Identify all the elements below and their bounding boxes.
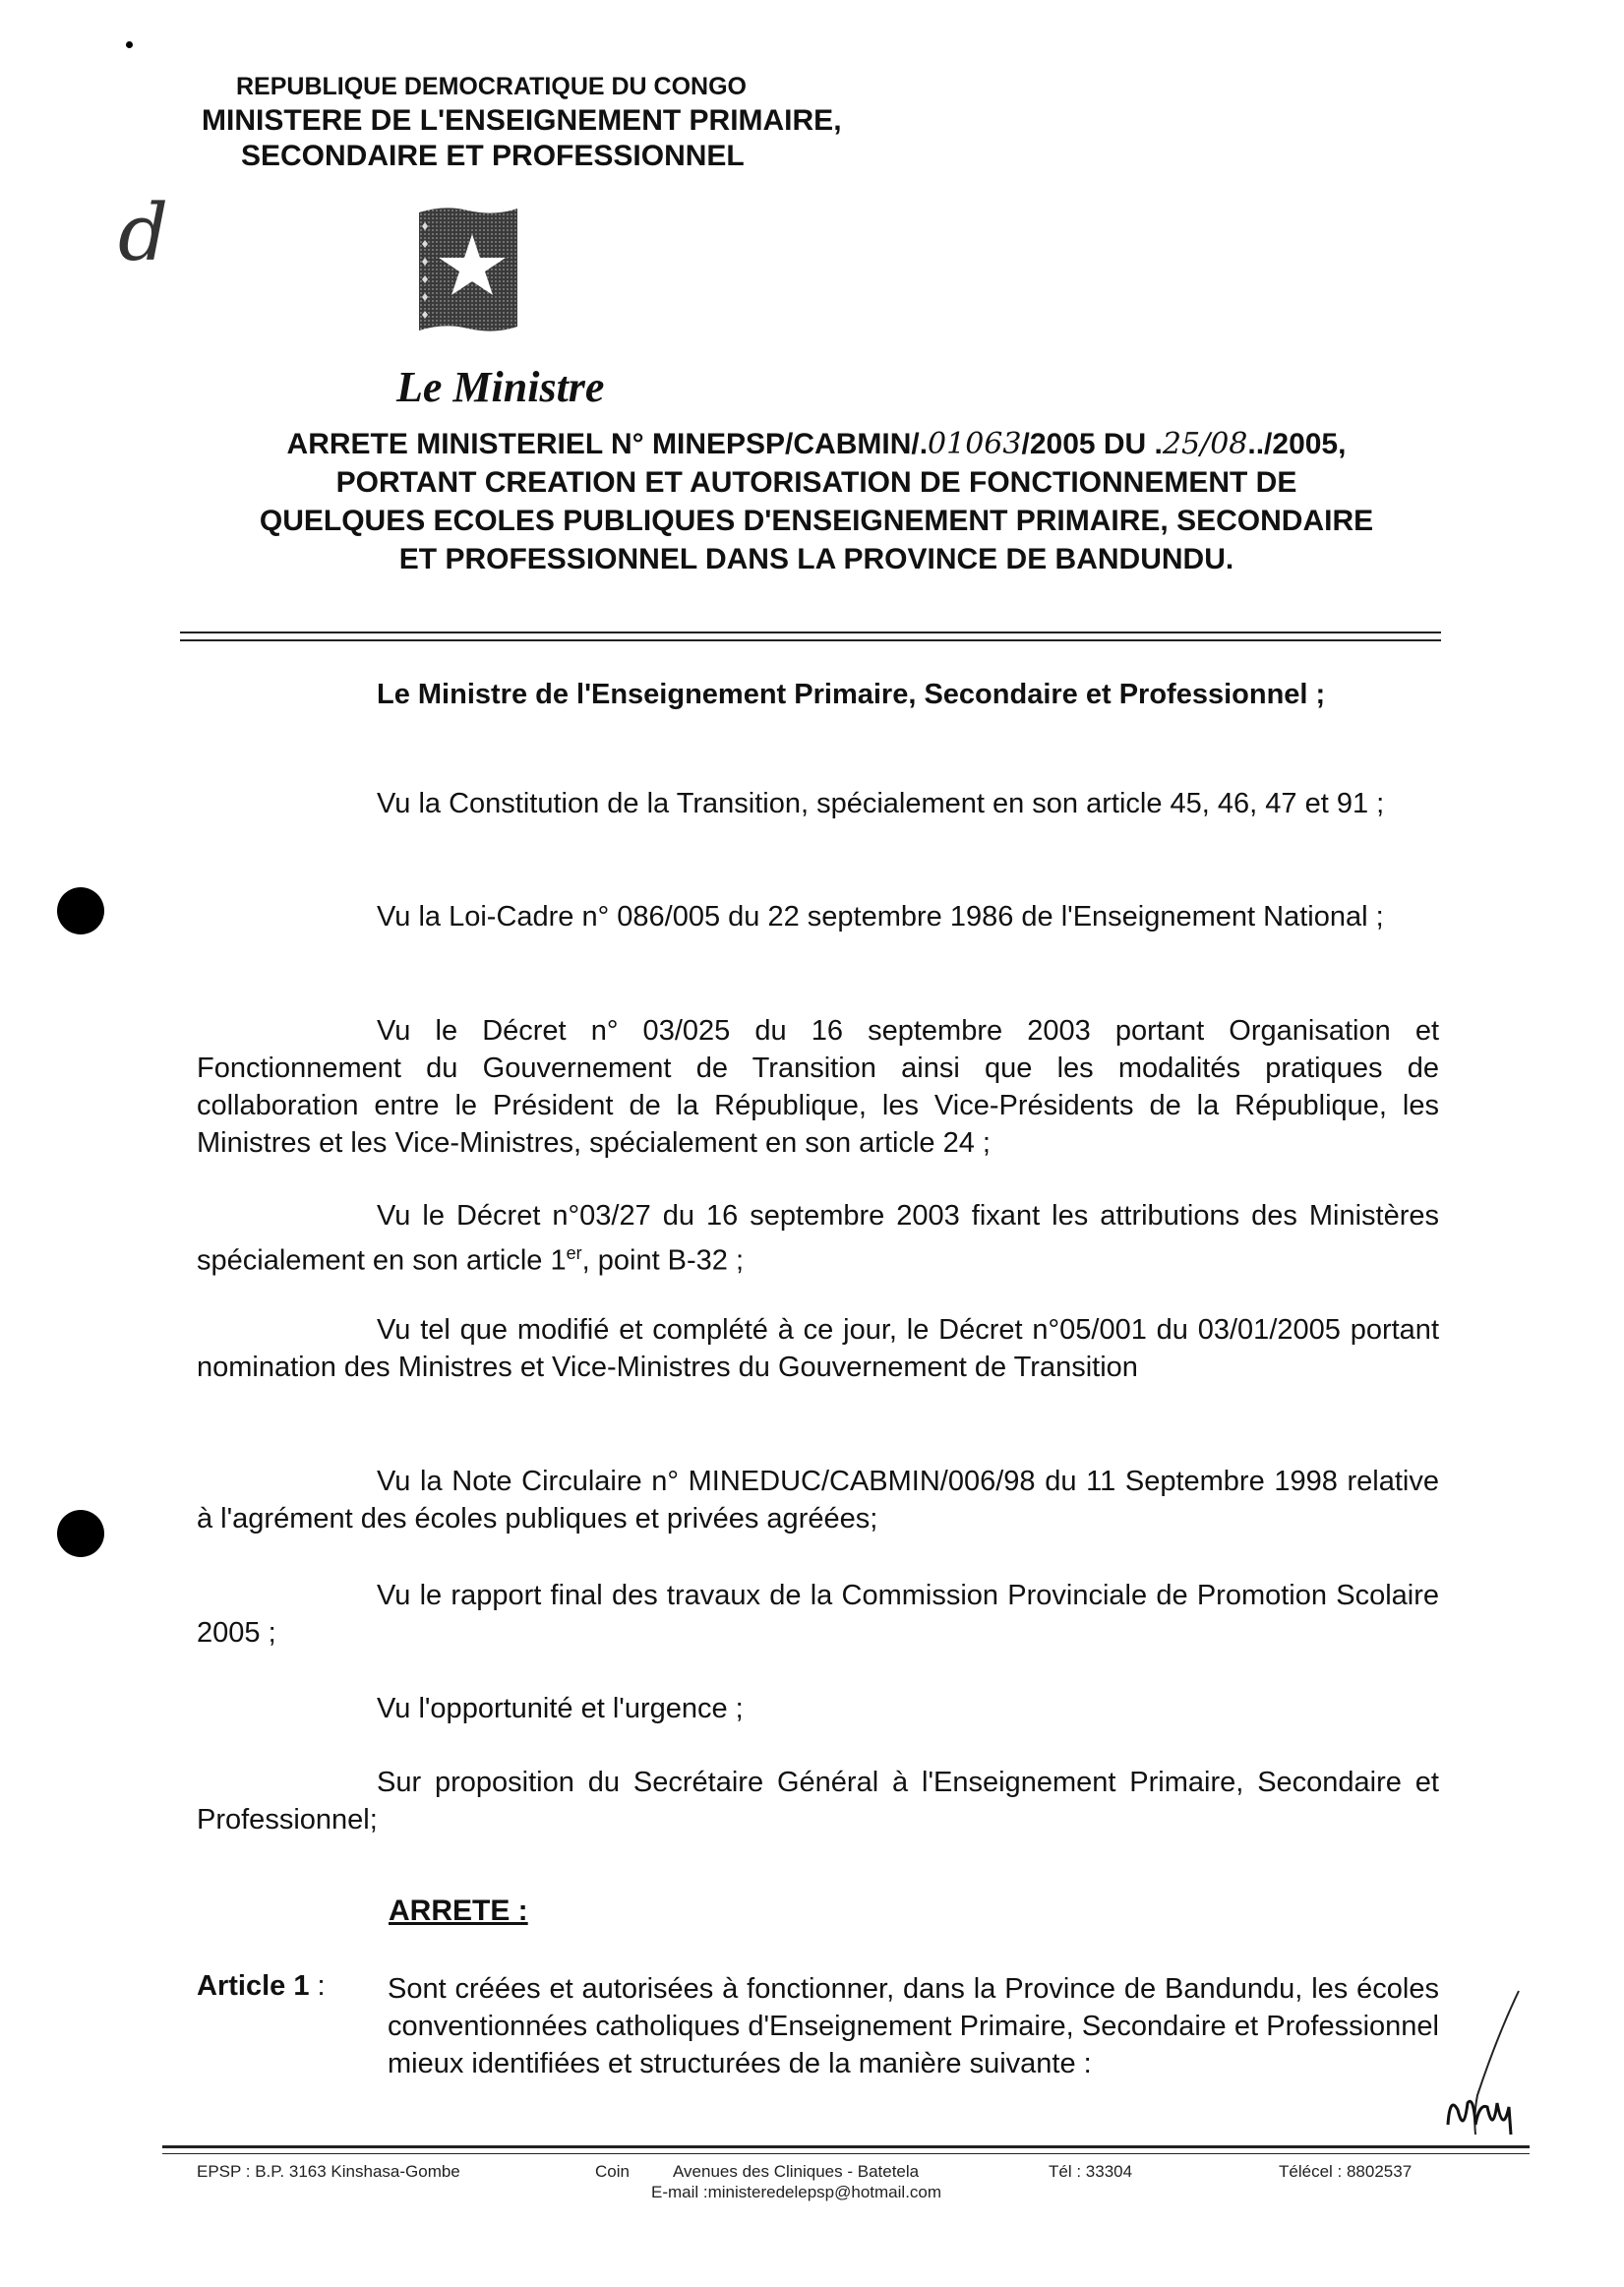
considerant-decret-05001: Vu tel que modifié et complété à ce jour, le Décret n°05/001 du 03/01/2005 portant nomination des Ministres et Vice-Ministres du Gouvernement de Transition [197, 1314, 1439, 1383]
title-prefix: ARRETE MINISTERIEL N° MINEPSP/CABMIN/. [286, 428, 929, 460]
article-1-number: Article 1 [197, 1970, 310, 2002]
title-divider-bottom [180, 639, 1441, 641]
footer-telecel: Télécel : 8802537 [1279, 2162, 1413, 2181]
punch-hole-top [57, 887, 104, 934]
considerant-opportunite: Vu l'opportunité et l'urgence ; [377, 1693, 744, 1724]
header-republic: REPUBLIQUE DEMOCRATIQUE DU CONGO [236, 73, 747, 100]
header-ministry: MINISTERE DE L'ENSEIGNEMENT PRIMAIRE, [202, 104, 842, 137]
article-1-label [197, 1970, 326, 2003]
decree-title [197, 425, 1436, 578]
punch-hole-bottom [57, 1510, 104, 1557]
footer-divider-bottom [162, 2153, 1530, 2154]
decret-0327-sup: er [566, 1243, 582, 1263]
minister-label: Le Ministre [396, 363, 605, 411]
header-ministry-cont: SECONDAIRE ET PROFESSIONNEL [241, 140, 745, 172]
article-1-text: Sont créées et autorisées à fonctionner, dans la Province de Bandundu, les écoles conventionnées catholiques d'Enseignement Primaire, Secondaire et Professionnel mieux identifiées et structurées de la manière suivante : [388, 1973, 1439, 2079]
handwritten-decree-number: 01063 [928, 427, 1022, 461]
considerant-note-circulaire: Vu la Note Circulaire n° MINEDUC/CABMIN/006/98 du 11 Septembre 1998 relative à l'agrément des écoles publiques et privées agréées; [197, 1466, 1439, 1535]
decret-0327-text: Vu le Décret n°03/27 du 16 septembre 2003 fixant les attributions des Ministères spécialement en son article 1 [197, 1200, 1439, 1277]
scan-speck [126, 41, 133, 48]
footer-tel: Tél : 33304 [1049, 2162, 1133, 2181]
intro-minister: Le Ministre de l'Enseignement Primaire, Secondaire et Professionnel ; [377, 679, 1326, 710]
handwritten-decree-date: 25/08 [1162, 427, 1248, 461]
handwritten-margin-mark: d [118, 187, 169, 278]
footer-email: E-mail :ministeredelepsp@hotmail.com [651, 2183, 942, 2201]
considerant-loi-cadre: Vu la Loi-Cadre n° 086/005 du 22 septembre 1986 de l'Enseignement National ; [377, 901, 1384, 933]
flag-emblem-icon [415, 205, 521, 342]
decret-0327-point: , point B-32 ; [581, 1244, 745, 1277]
title-date-prefix: /2005 DU . [1021, 428, 1163, 460]
decree-title-line1 [197, 425, 1436, 463]
title-year: ../2005, [1247, 428, 1347, 460]
signature-initials [1438, 1987, 1527, 2139]
footer-address: EPSP : B.P. 3163 Kinshasa-Gombe [197, 2162, 460, 2181]
considerant-decret-03025: Vu le Décret n° 03/025 du 16 septembre 2003 portant Organisation et Fonctionnement du Gouvernement de Transition ainsi que les modalités pratiques de collaboration entre le Président de la République, les Vice-Présidents de la République, les Ministres et les Vice-Ministres, spécialement en son article 24 ; [197, 1015, 1439, 1159]
title-divider-top [180, 632, 1441, 633]
footer-coin: Coin [595, 2162, 630, 2181]
arrete-heading: ARRETE : [389, 1895, 528, 1927]
decree-title-line4: ET PROFESSIONNEL DANS LA PROVINCE DE BANDUNDU. [398, 543, 1234, 575]
footer-avenues: Avenues des Cliniques - Batetela [673, 2162, 920, 2181]
considerant-rapport: Vu le rapport final des travaux de la Commission Provinciale de Promotion Scolaire 2005 ; [197, 1580, 1439, 1649]
decree-title-line2: PORTANT CREATION ET AUTORISATION DE FONCTIONNEMENT DE [335, 466, 1297, 499]
footer-divider-top [162, 2145, 1530, 2148]
article-1-colon: : [309, 1970, 326, 2002]
considerant-constitution: Vu la Constitution de la Transition, spécialement en son article 45, 46, 47 et 91 ; [377, 788, 1385, 819]
considerant-decret-0327 [197, 1197, 1439, 1280]
considerant-proposition: Sur proposition du Secrétaire Général à l'Enseignement Primaire, Secondaire et Professionnel; [197, 1767, 1439, 1836]
decree-title-line3: QUELQUES ECOLES PUBLIQUES D'ENSEIGNEMENT PRIMAIRE, SECONDAIRE [259, 505, 1374, 537]
